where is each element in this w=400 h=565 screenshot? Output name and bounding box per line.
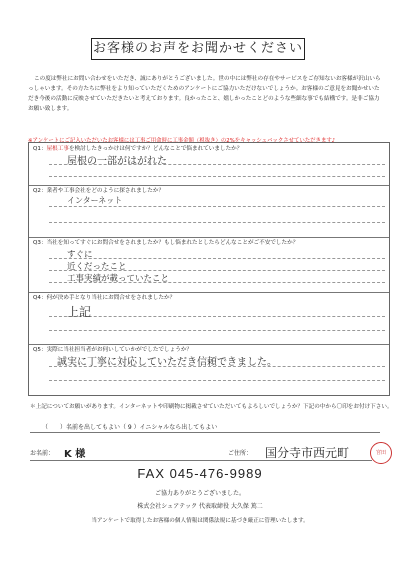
answer-line [49, 176, 385, 177]
answer-q4: 上記 [67, 305, 92, 319]
answer-q3-line-3: 工事実績が載っていたこと [67, 274, 170, 284]
consent-option-name [42, 422, 120, 431]
answer-line [49, 316, 385, 317]
question-text: を検討したきっかけは何ですか？どんなことで悩まれていましたか？ [68, 146, 243, 152]
answer-q1: 屋根の一部がはがれた [67, 156, 167, 167]
survey-box [28, 142, 390, 396]
seal-stamp-icon: 宮田 [370, 442, 392, 464]
page-title: お客様のお声をお聞かせください [91, 38, 305, 60]
customer-name: K 様 [64, 449, 86, 460]
cashback-notice: ※アンケートにご記入いただいたお客様には工事ご用命時に工事金額（税抜き）の2%をキャッシュバックさせていただきます♪ [28, 138, 336, 144]
question-number: Q2： [33, 188, 47, 194]
answer-line [49, 222, 385, 223]
consent-mark: （ 9 ） [120, 424, 140, 431]
question-text: 何が決め手となり当社にお問合せをされましたか？ [46, 295, 176, 301]
question-5 [29, 344, 389, 395]
name-label: お名前： [30, 450, 55, 457]
thanks-text: ご協力ありがとうございました。 [154, 490, 245, 497]
answer-q3-line-2: 近くだったこと [67, 262, 127, 272]
question-3 [29, 237, 389, 293]
divider [30, 460, 372, 461]
intro-paragraph: この度は弊社にお問い合わせをいただき、誠にありがとうございました。世の中には弊社の存在やサービスをご存知ないお客様が沢山いらっしゃいます。その方たちに弊社をより知っていただくためのアンケートにご協力いただけないでしょうか。お客様のご意見をお聞かせいただき今後の活動に反映させていただきたいと考えております。良かったこと、嬉しかったことどのような些細な事でも結構です。是非ご協力お願い致します。 [28, 76, 381, 112]
consent-mark: （ ） [42, 424, 67, 431]
company-info: 株式会社シェアテック 代表取締役 大久保 篤二 [137, 503, 263, 510]
question-text: 実際に当社担当者がお伺いしていかがでしたでしょうか？ [46, 347, 193, 353]
answer-q3-line-1: すぐに [67, 250, 93, 260]
question-number: Q4： [33, 295, 47, 301]
question-number: Q3： [33, 240, 47, 246]
question-4 [29, 292, 389, 345]
consent-option-label: 名前を出してもよい [66, 424, 121, 431]
consent-option-initials [120, 422, 217, 431]
question-number: Q1： [33, 146, 47, 152]
consent-option-label: イニシャルなら出してもよい [139, 424, 218, 431]
question-2 [29, 185, 389, 238]
question-highlight: 屋根工事 [46, 146, 69, 152]
fax-number: FAX 045-476-9989 [137, 466, 263, 481]
answer-line [49, 380, 385, 381]
privacy-notice: 当アンケートで取得したお客様の個人情報は関係法規に基づき厳正に管理いたします。 [91, 518, 309, 524]
question-number: Q5： [33, 347, 47, 353]
question-text: 業者や工事会社をどのように探されましたか？ [46, 188, 165, 194]
answer-line [49, 258, 385, 259]
address-label: ご住所： [228, 450, 253, 457]
customer-address: 国分寺市西元町 [265, 446, 350, 460]
question-1 [29, 143, 389, 186]
answer-line [49, 330, 385, 331]
answer-line [49, 206, 385, 207]
divider [30, 432, 380, 433]
question-text: 当社を知ってすぐにお問合せをされましたか？もし悩まれたとしたらどんなことがご不安でしたか？ [46, 240, 299, 246]
intro-text [28, 74, 384, 114]
consent-question: ＊上記についてお願いがあります。インターネットや印刷物に掲載させていただいてもよろしいでしょうか？下記の中から〇印をお付け下さい。 [30, 404, 393, 410]
answer-q5: 誠実に丁寧に対応していただき信頼できました。 [57, 357, 277, 368]
answer-q2: インターネット [67, 196, 123, 205]
